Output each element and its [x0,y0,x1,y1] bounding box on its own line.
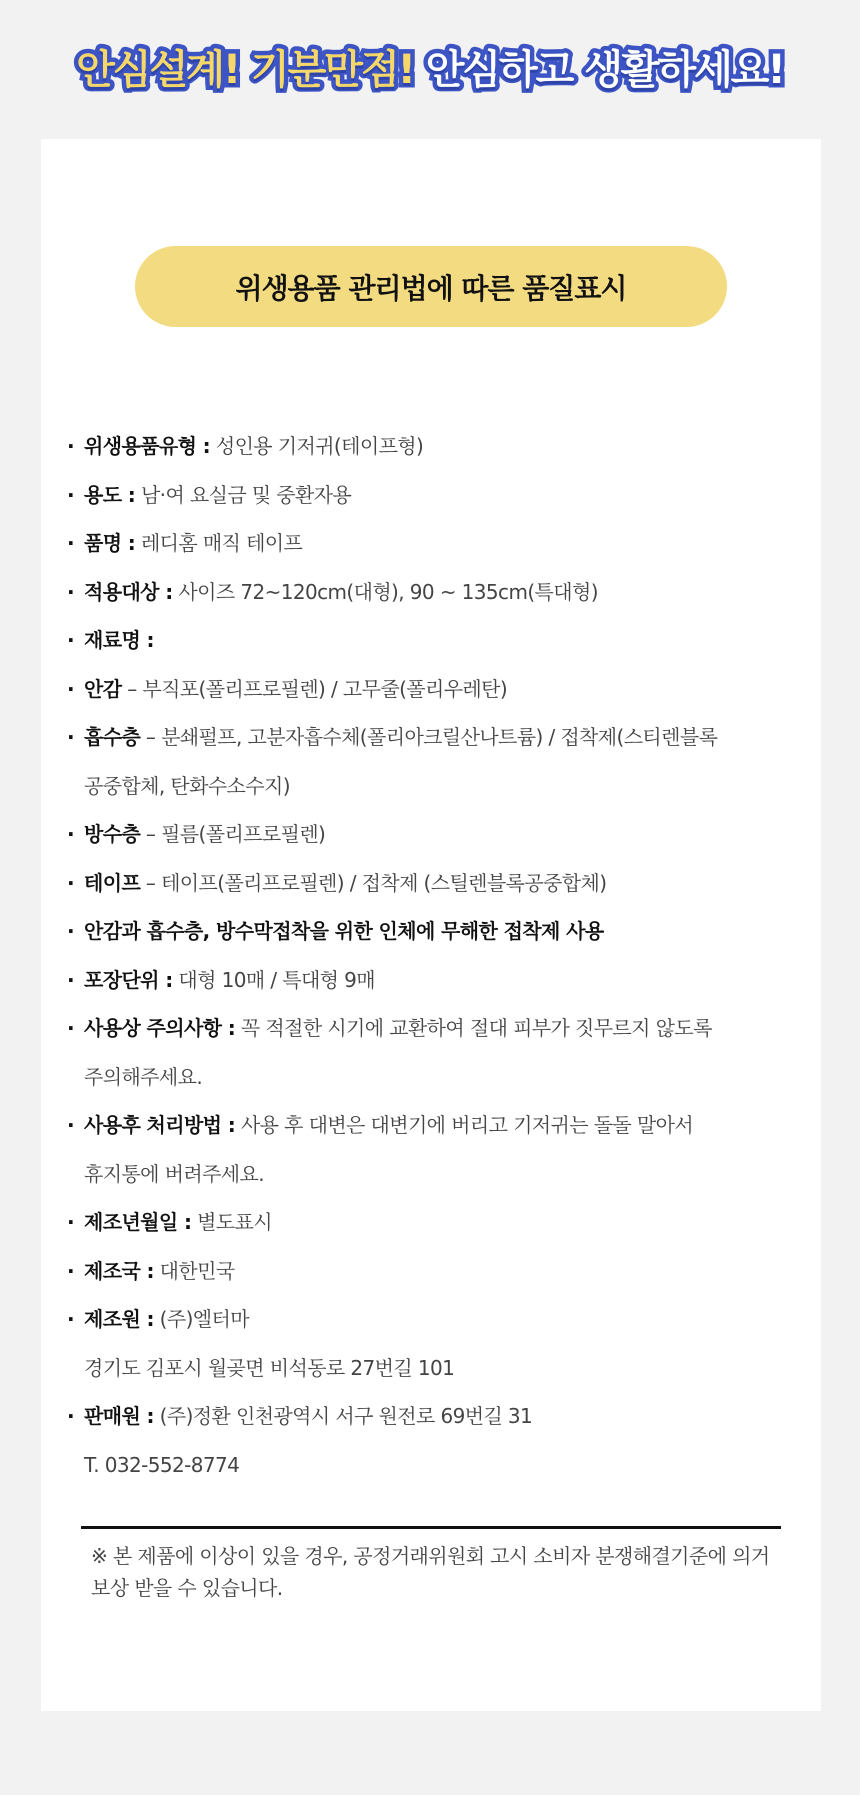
item-value: T. 032-552-8774 [84,1452,240,1477]
list-item [67,1101,807,1150]
item-value: 휴지통에 버려주세요. [84,1161,264,1186]
section-title: 위생용품 관리법에 따른 품질표시 [135,246,727,327]
list-item [67,1295,807,1344]
list-item [67,907,807,956]
item-value: 남·여 요실금 및 중환자용 [135,482,352,507]
list-item [67,519,807,568]
item-value: 사이즈 72~120cm(대형), 90 ~ 135cm(특대형) [172,579,598,604]
item-value: – 필름(폴리프로필렌) [140,822,326,846]
list-item [67,713,807,762]
list-item [67,1392,807,1441]
list-item [67,1198,807,1247]
item-value: – 분쇄펄프, 고분자흡수체(폴리아크릴산나트륨) / 접착제(스티렌블록 [140,725,718,749]
item-value: 대한민국 [153,1258,235,1283]
list-item [67,665,807,714]
item-label: 포장단위 : [84,967,173,992]
headline-part-2: 안심하고 생활하세요! [425,47,784,93]
item-label: 안감 [84,676,122,701]
item-label: 사용후 처리방법 : [84,1113,236,1137]
item-label: 제조원 : [84,1307,154,1331]
item-value: (주)정환 인천광역시 서구 원전로 69번길 31 [153,1404,533,1428]
item-value: 대형 10매 / 특대형 9매 [172,967,375,992]
item-label: 적용대상 : [84,579,173,604]
headline-banner [0,38,860,95]
headline-part-1: 안심설계! 기분만점! [76,47,414,93]
item-label: 방수층 [84,822,141,846]
list-item-continuation [67,1150,807,1199]
item-value: 별도표시 [191,1210,273,1234]
list-item-continuation [67,762,807,811]
list-item [67,810,807,859]
item-value: 사용 후 대변은 대변기에 버리고 기저귀는 돌돌 말아서 [235,1113,694,1137]
list-item-continuation [67,1441,807,1490]
item-value: 경기도 김포시 월곶면 비석동로 27번길 101 [84,1355,455,1380]
item-label: 용도 : [84,482,136,507]
divider [81,1526,781,1529]
item-value: 레디홈 매직 테이프 [135,531,303,555]
list-item [67,471,807,520]
item-label: 품명 : [84,531,136,555]
list-item [67,1247,807,1296]
item-label: 제조국 : [84,1258,154,1283]
item-label: 테이프 [84,870,141,895]
item-label: 흡수층 [84,725,141,749]
item-label: 사용상 주의사항 : [84,1016,236,1040]
item-label: 재료명 : [84,628,154,652]
item-value: (주)엘터마 [153,1307,249,1331]
list-item [67,616,807,665]
list-item [67,956,807,1005]
item-label: 제조년월일 : [84,1210,192,1234]
item-label: 판매원 : [84,1404,154,1428]
list-item-continuation [67,1344,807,1393]
list-item [67,422,807,471]
list-item [67,568,807,617]
item-label: 위생용품유형 : [84,434,211,458]
item-value: – 부직포(폴리프로필렌) / 고무줄(폴리우레탄) [121,676,508,701]
info-list [67,422,807,1489]
list-item [67,859,807,908]
item-value: 공중합체, 탄화수소수지) [84,773,290,798]
quality-label-card [41,139,821,1711]
list-item [67,1004,807,1053]
notice-text: ※ 본 제품에 이상이 있을 경우, 공정거래위원회 고시 소비자 분쟁해결기준에 의거 보상 받을 수 있습니다. [91,1544,770,1600]
item-value: 꼭 적절한 시기에 교환하여 절대 피부가 짓무르지 않도록 [235,1016,712,1040]
item-value: 주의해주세요. [84,1064,203,1089]
item-value: – 테이프(폴리프로필렌) / 접착제 (스틸렌블록공중합체) [140,870,607,895]
item-value: 성인용 기저귀(테이프형) [210,434,424,458]
item-label: 안감과 흡수층, 방수막접착을 위한 인체에 무해한 접착제 사용 [84,919,604,943]
list-item-continuation [67,1053,807,1102]
